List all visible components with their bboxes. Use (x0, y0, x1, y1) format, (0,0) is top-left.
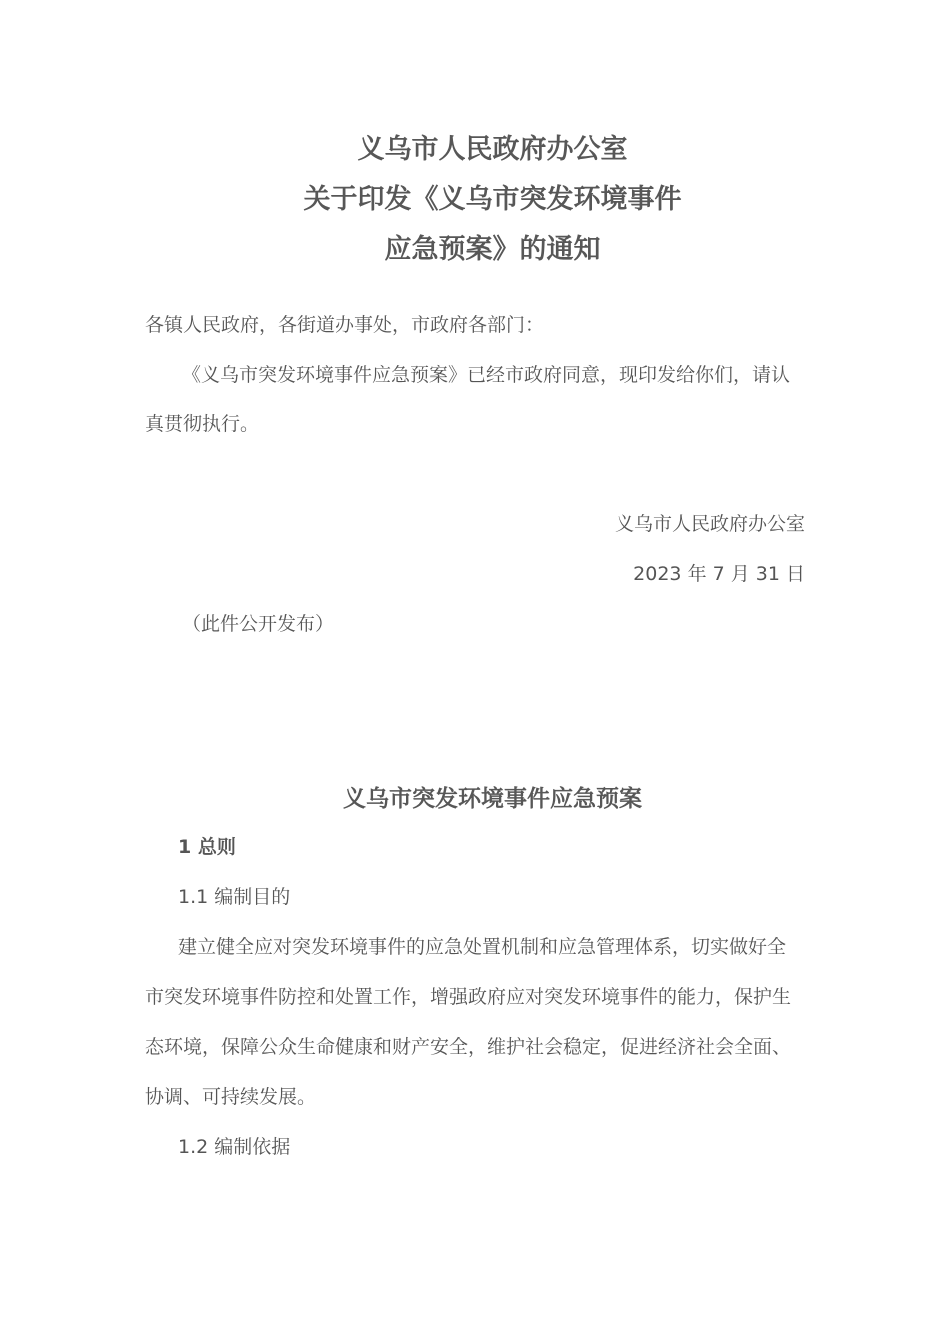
notice-body-line-1: 《义乌市突发环境事件应急预案》已经市政府同意，现印发给你们，请认 (182, 364, 791, 386)
paragraph-line-3: 态环境，保障公众生命健康和财产安全，维护社会稳定，促进经济社会全面、 (145, 1036, 792, 1058)
paragraph-line-1: 建立健全应对突发环境事件的应急处置机制和应急管理体系，切实做好全 (178, 936, 787, 958)
paragraph-line-4: 协调、可持续发展。 (145, 1086, 317, 1108)
section-1-1-heading: 1.1 编制目的 (178, 886, 291, 908)
issue-date: 2023 年 7 月 31 日 (633, 563, 805, 585)
issuer-signature: 义乌市人民政府办公室 (614, 513, 805, 535)
notice-body-line-2: 真贯彻执行。 (145, 413, 260, 435)
notice-title-line-2: 关于印发《义乌市突发环境事件 (303, 184, 682, 215)
paragraph-line-2: 市突发环境事件防控和处置工作，增强政府应对突发环境事件的能力，保护生 (145, 986, 792, 1008)
notice-title-line-1: 义乌市人民政府办公室 (357, 134, 628, 165)
section-1-2-heading: 1.2 编制依据 (178, 1136, 291, 1158)
plan-title: 义乌市突发环境事件应急预案 (343, 786, 642, 812)
publication-note: （此件公开发布） (182, 613, 335, 635)
notice-title-line-3: 应急预案》的通知 (384, 234, 601, 265)
salutation: 各镇人民政府，各街道办事处，市政府各部门： (145, 314, 545, 336)
section-1-heading: 1 总则 (178, 836, 236, 858)
